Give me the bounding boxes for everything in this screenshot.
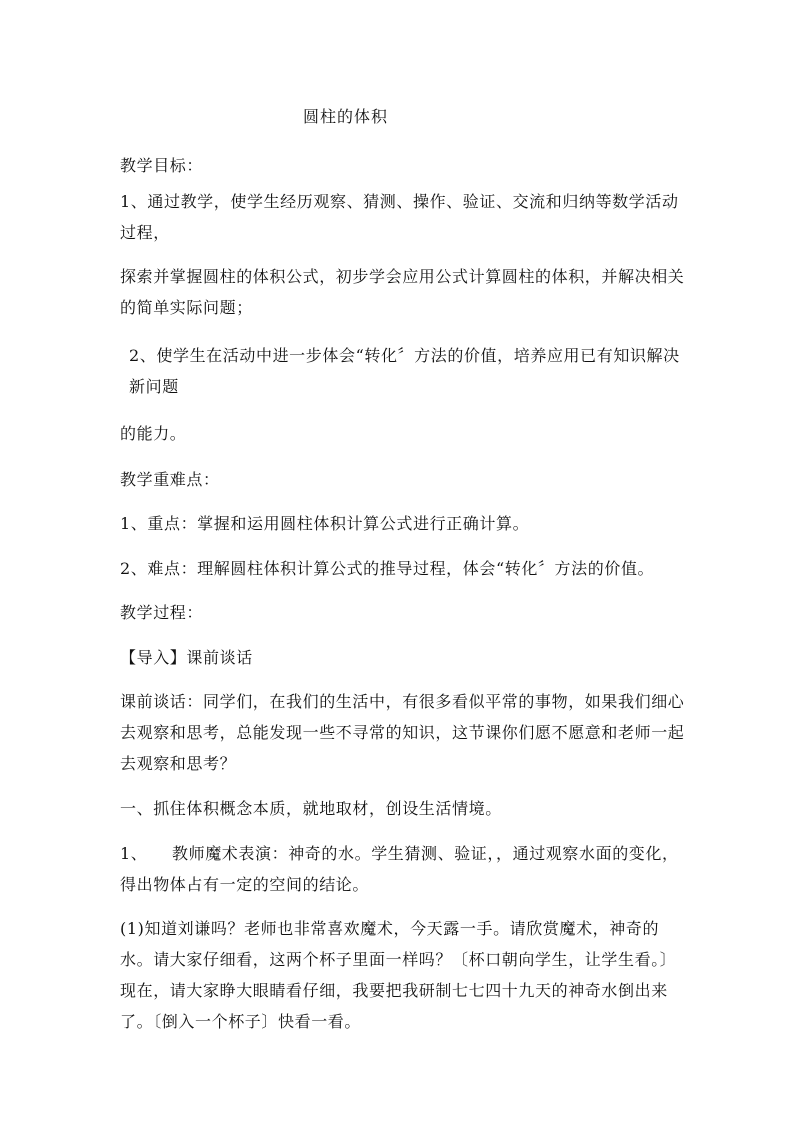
objective-2-continued: 的能力。: [120, 424, 187, 443]
section-1-heading: 一、抓住体积概念本质，就地取材，创设生活情境。: [120, 799, 502, 818]
keypoints-heading: 教学重难点：: [120, 470, 220, 489]
document-title: 圆柱的体积: [303, 107, 389, 126]
process-heading: 教学过程：: [120, 603, 204, 622]
objectives-heading: 教学目标：: [120, 156, 204, 175]
intro-heading: 【导入】课前谈话: [120, 648, 253, 667]
item-1: [120, 838, 692, 900]
keypoint-2: 2、难点：理解圆柱体积计算公式的推导过程，体会“转化〞方法的价值。: [120, 559, 655, 578]
objective-1: 1、通过教学，使学生经历观察、猜测、操作、验证、交流和归纳等数学活动过程，: [120, 192, 679, 242]
objective-1-continued: 探索并掌握圆柱的体积公式，初步学会应用公式计算圆柱的体积，并解决相关的简单实际问题；: [120, 267, 685, 317]
item-1-text: 教师魔术表演：神奇的水。学生猜测、验证，，通过观察水面的变化，得出物体占有一定的空间的结论。: [120, 844, 679, 894]
sub-item-1: (1)知道刘谦吗？老师也非常喜欢魔术，今天露一手。请欣赏魔术，神奇的水。请大家仔细看，这两个杯子里面一样吗？〔杯口朝向学生，让学生看。〕现在，请大家睁大眼睛看仔细，我要把我研制七七四十九天的神奇水倒出来了。〔倒入一个杯子〕快看一看。: [120, 919, 677, 1031]
intro-text: 课前谈话：同学们，在我们的生活中，有很多看似平常的事物，如果我们细心去观察和思考，总能发现一些不寻常的知识，这节课你们愿不愿意和老师一起去观察和思考？: [120, 692, 685, 773]
keypoint-1: 1、重点：掌握和运用圆柱体积计算公式进行正确计算。: [120, 514, 530, 533]
item-1-number: 1、: [120, 844, 148, 863]
objective-2: 2、使学生在活动中进一步体会“转化〞方法的价值，培养应用已有知识解决新问题: [129, 346, 680, 396]
